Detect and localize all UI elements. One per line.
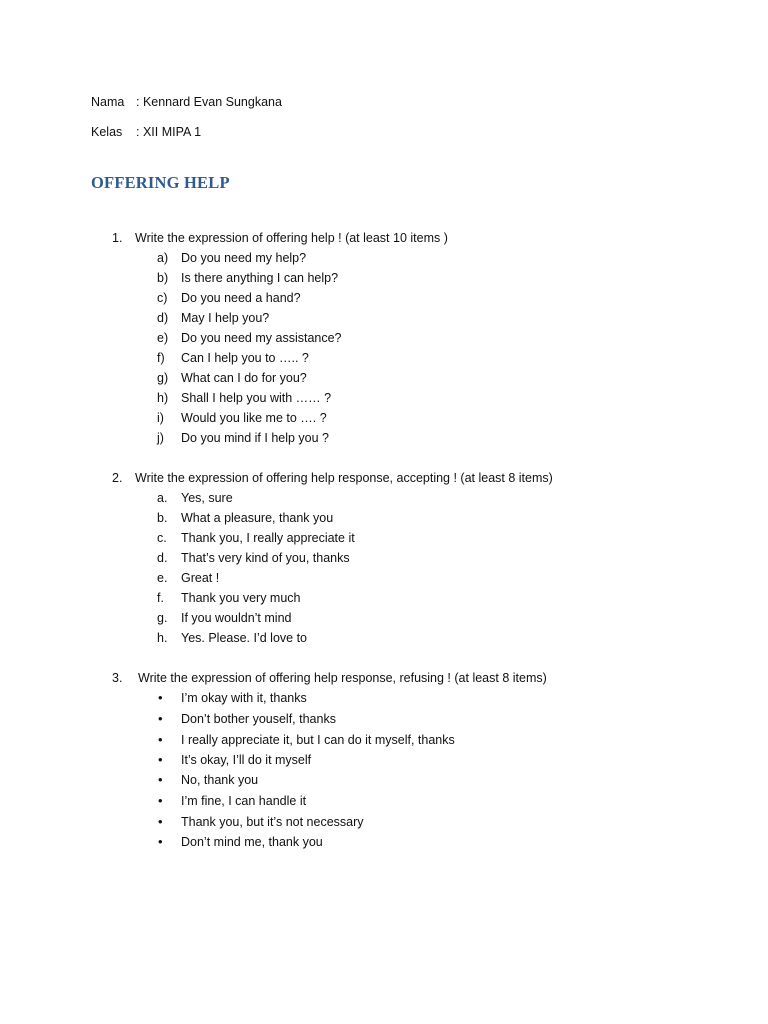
list-item: I’m okay with it, thanks: [181, 691, 307, 705]
list-marker: a.: [157, 491, 168, 505]
bullet-icon: •: [158, 732, 163, 747]
question-text: Write the expression of offering help response, refusing ! (at least 8 items): [138, 671, 547, 685]
page-title: OFFERING HELP: [91, 173, 230, 192]
list-item: Yes. Please. I’d love to: [181, 631, 308, 645]
question-number: 3.: [112, 671, 123, 685]
list-item: No, thank you: [181, 773, 259, 787]
bullet-icon: •: [158, 834, 163, 849]
list-marker: c.: [157, 531, 167, 545]
list-item: Shall I help you with …… ?: [181, 391, 332, 405]
list-item: Do you mind if I help you ?: [181, 431, 329, 445]
list-item: I really appreciate it, but I can do it myself, thanks: [181, 733, 455, 747]
list-item: That’s very kind of you, thanks: [181, 551, 350, 565]
list-item: Would you like me to …. ?: [181, 411, 327, 425]
list-item: It’s okay, I’ll do it myself: [181, 753, 312, 767]
nama-value: : Kennard Evan Sungkana: [136, 95, 282, 109]
list-marker: c): [157, 291, 168, 305]
list-item: I’m fine, I can handle it: [181, 794, 307, 808]
kelas-value: : XII MIPA 1: [136, 125, 202, 139]
list-item: Don’t mind me, thank you: [181, 835, 323, 849]
bullet-icon: •: [158, 772, 163, 787]
list-item: Do you need a hand?: [181, 291, 301, 305]
question-number: 1.: [112, 231, 123, 245]
kelas-label: Kelas: [91, 125, 123, 139]
bullet-icon: •: [158, 711, 163, 726]
list-item: Do you need my assistance?: [181, 331, 342, 345]
list-marker: h.: [157, 631, 168, 645]
list-marker: e.: [157, 571, 168, 585]
list-marker: f): [157, 351, 165, 365]
list-item: Thank you, I really appreciate it: [181, 531, 355, 545]
list-marker: e): [157, 331, 169, 345]
list-item: Great !: [181, 571, 220, 585]
list-item: Don’t bother youself, thanks: [181, 712, 336, 726]
question-text: Write the expression of offering help response, accepting ! (at least 8 items): [135, 471, 553, 485]
list-marker: i): [157, 411, 164, 425]
question-text: Write the expression of offering help ! (at least 10 items ): [135, 231, 448, 245]
bullet-icon: •: [158, 793, 163, 808]
list-item: What can I do for you?: [181, 371, 307, 385]
list-marker: h): [157, 391, 169, 405]
list-marker: b.: [157, 511, 168, 525]
list-marker: d): [157, 311, 169, 325]
list-marker: g.: [157, 611, 168, 625]
list-item: What a pleasure, thank you: [181, 511, 334, 525]
list-item: Is there anything I can help?: [181, 271, 339, 285]
list-item: Yes, sure: [181, 491, 233, 505]
list-item: Can I help you to ….. ?: [181, 351, 309, 365]
bullet-icon: •: [158, 814, 163, 829]
list-item: May I help you?: [181, 311, 270, 325]
list-item: If you wouldn’t mind: [181, 611, 292, 625]
list-marker: a): [157, 251, 169, 265]
question-number: 2.: [112, 471, 123, 485]
list-marker: f.: [157, 591, 164, 605]
bullet-icon: •: [158, 752, 163, 767]
list-marker: b): [157, 271, 169, 285]
list-item: Do you need my help?: [181, 251, 307, 265]
list-item: Thank you, but it’s not necessary: [181, 815, 364, 829]
bullet-icon: •: [158, 690, 163, 705]
nama-label: Nama: [91, 95, 125, 109]
list-item: Thank you very much: [181, 591, 301, 605]
list-marker: j): [157, 431, 164, 445]
list-marker: g): [157, 371, 169, 385]
list-marker: d.: [157, 551, 168, 565]
